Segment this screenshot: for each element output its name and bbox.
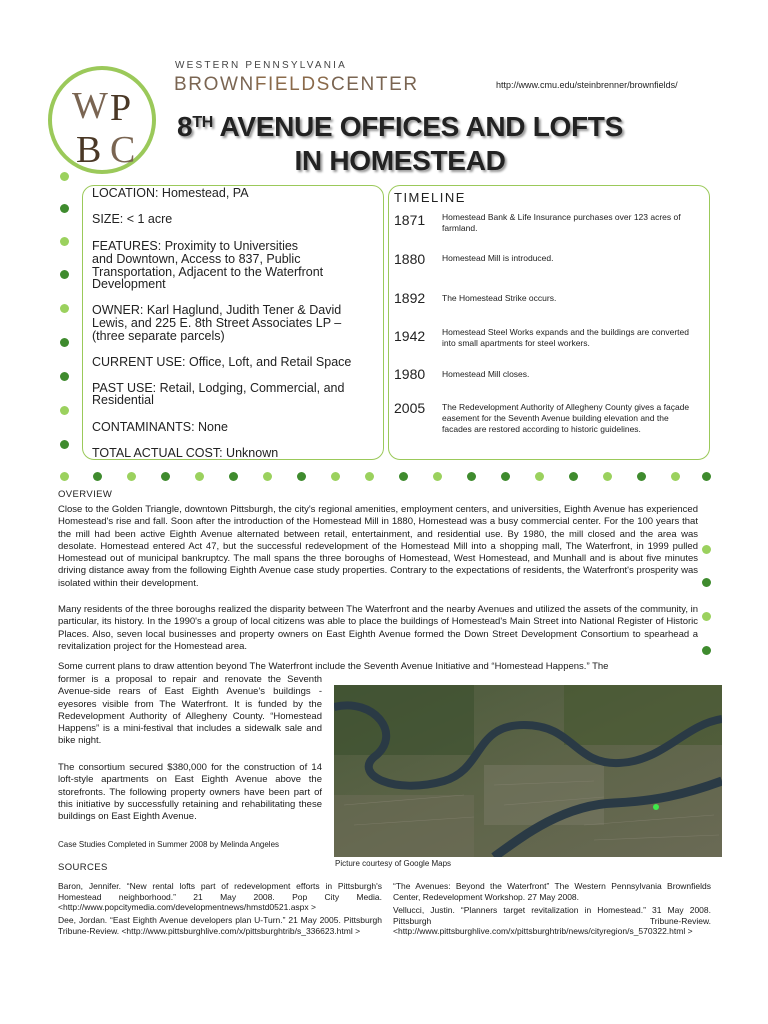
owner-line-2: Lewis, and 225 E. 8th Street Associates LP – bbox=[92, 316, 342, 330]
overview-paragraph-1: Close to the Golden Triangle, downtown Pittsburgh, the city's regional amenities, employment centers, and universities, Eighth Avenue has experienced Homestead's rise and fall. Soon after the introduction of the Homestead Mill in 1880, Homestead was a busy commercial center. For the 100 years that the mill had been active Eighth Avenue alternated between retail, entertainment, and residential use. By 1980, the mill closed and the area was desolate. Homestead entered Act 47, but the successful redevelopment of the Homestead Mill into a shopping mall, The Waterfront, in 1999 pulled Homestead out of municipal bankruptcy. The mall spans the three boroughs of Homestead, West Homestead, and Munhall and is about five minutes driving distance away from the following Eighth Avenue case study properties. Contrary to the expectations of residents, the Waterfront's prosperity was isolated within their development. bbox=[58, 504, 698, 589]
title-line-1 bbox=[160, 110, 640, 144]
timeline-year: 1880 bbox=[394, 251, 426, 267]
dot-row bbox=[702, 472, 711, 481]
org-name-fields: FIELDS bbox=[254, 74, 331, 95]
dot-left bbox=[60, 304, 69, 313]
title-line-1-text: AVENUE OFFICES AND LOFTS bbox=[213, 111, 623, 142]
timeline-text: Homestead Steel Works expands and the buildings are converted into small apartments for steel workers. bbox=[442, 327, 689, 348]
source-entry: Vellucci, Justin. “Planners target revitalization in Homestead.” 31 May 2008. Pittsburgh Tribune-Review. <http://www.pittsburghlive.com/x/pittsburghtrib/news/cityregion/s_570322.html > bbox=[393, 905, 711, 936]
features-line-4: Development bbox=[92, 277, 166, 291]
logo-letter-c: C bbox=[110, 129, 136, 170]
timeline-heading: TIMELINE bbox=[394, 190, 466, 205]
owner-line-3: (three separate parcels) bbox=[92, 329, 225, 343]
image-caption: Picture courtesy of Google Maps bbox=[335, 859, 452, 868]
dot-left bbox=[60, 372, 69, 381]
overview-paragraph-3: former is a proposal to repair and renovate the Seventh Avenue-side rears of East Eighth Avenue's buildings - eyesores visible from The Waterfront. It is funded by the Redevelopment Authority of Allegheny County. “Homestead Happens” is a mini-festival that includes a sidewalk sale and bike night. bbox=[58, 674, 322, 747]
source-entry: Dee, Jordan. “East Eighth Avenue developers plan U-Turn.” 21 May 2005. Pittsburgh Tribune-Review. <http://www.pittsburghlive.com/x/pittsburghtrib/s_336623.html > bbox=[58, 915, 382, 936]
dot-row bbox=[195, 472, 204, 481]
dot-row bbox=[501, 472, 510, 481]
dot-left bbox=[60, 204, 69, 213]
features-line-1: FEATURES: Proximity to Universities bbox=[92, 239, 299, 253]
timeline-text: Homestead Bank & Life Insurance purchases over 123 acres of farmland. bbox=[442, 212, 681, 233]
org-name-small: WESTERN PENNSYLVANIA bbox=[175, 60, 347, 71]
dot-left bbox=[60, 237, 69, 246]
sources-heading: SOURCES bbox=[58, 862, 108, 873]
dot-left bbox=[60, 338, 69, 347]
timeline-text: The Redevelopment Authority of Allegheny County gives a façade easement for the Seventh Avenue building elevation and the facades are restored according to historic guidelines. bbox=[442, 402, 690, 434]
org-name-big bbox=[174, 74, 419, 96]
contaminants-text: CONTAMINANTS: None bbox=[92, 420, 228, 434]
dot-row bbox=[331, 472, 340, 481]
dot-right bbox=[702, 578, 711, 587]
past-use-line-2: Residential bbox=[92, 393, 154, 407]
dot-right bbox=[702, 646, 711, 655]
timeline-text: The Homestead Strike occurs. bbox=[442, 293, 557, 303]
dot-row bbox=[671, 472, 680, 481]
satellite-map-graphic bbox=[334, 685, 722, 857]
total-cost-text: TOTAL ACTUAL COST: Unknown bbox=[92, 446, 279, 460]
dot-row bbox=[535, 472, 544, 481]
logo-letter-b: B bbox=[76, 129, 102, 170]
case-study-credit: Case Studies Completed in Summer 2008 by Melinda Angeles bbox=[58, 840, 280, 849]
dot-row bbox=[263, 472, 272, 481]
source-entry: Baron, Jennifer. “New rental lofts part of redevelopment efforts in Pittsburgh's Homestead neighborhood.” 21 May 2008. Pop City Media. <http://www.popcitymedia.com/developmentnews/hmstd0521.aspx > bbox=[58, 881, 382, 912]
location-text: LOCATION: Homestead, PA bbox=[92, 186, 249, 200]
dot-row bbox=[161, 472, 170, 481]
page-title bbox=[160, 110, 640, 178]
timeline-year: 1942 bbox=[394, 328, 426, 344]
owner-line-1: OWNER: Karl Haglund, Judith Tener & David bbox=[92, 303, 342, 317]
title-num: 8 bbox=[177, 111, 193, 142]
logo-letter-p: P bbox=[110, 87, 132, 129]
dot-left bbox=[60, 172, 69, 181]
website-url[interactable]: http://www.cmu.edu/steinbrenner/brownfields/ bbox=[496, 80, 678, 90]
dot-row bbox=[569, 472, 578, 481]
title-sup: TH bbox=[192, 114, 214, 131]
timeline-year: 2005 bbox=[394, 400, 426, 416]
timeline-year: 1980 bbox=[394, 366, 426, 382]
dot-row bbox=[365, 472, 374, 481]
dot-row bbox=[60, 472, 69, 481]
dot-row bbox=[127, 472, 136, 481]
overview-paragraph-3-intro: Some current plans to draw attention beyond The Waterfront include the Seventh Avenue Initiative and “Homestead Happens.” The bbox=[58, 661, 609, 672]
timeline-text: Homestead Mill is introduced. bbox=[442, 253, 554, 263]
size-text: SIZE: < 1 acre bbox=[92, 212, 173, 226]
org-name-brown: BROWN bbox=[174, 74, 255, 95]
dot-right bbox=[702, 545, 711, 554]
dot-row bbox=[297, 472, 306, 481]
past-use-line-1: PAST USE: Retail, Lodging, Commercial, and bbox=[92, 381, 345, 395]
satellite-map-image bbox=[334, 685, 722, 857]
wpbc-logo bbox=[70, 80, 150, 170]
timeline-text: Homestead Mill closes. bbox=[442, 369, 530, 379]
dot-row bbox=[603, 472, 612, 481]
dot-right bbox=[702, 612, 711, 621]
dot-row bbox=[433, 472, 442, 481]
logo-letter-w: W bbox=[72, 85, 108, 127]
dot-row bbox=[467, 472, 476, 481]
features-line-3: Transportation, Adjacent to the Waterfront bbox=[92, 265, 324, 279]
org-name-center: CENTER bbox=[330, 74, 419, 95]
overview-paragraph-2: Many residents of the three boroughs realized the disparity between The Waterfront and the nearby Avenues and utilized the assets of the community, in particular, its history. In the 1990's a group of local citizens was able to place the buildings of Homestead's Main Street into National Register of Historic Places. Also, seven local businesses and property owners on East Eighth Avenue formed the Down Street Development Consortium to spearhead a revitalization project for the Homestead area. bbox=[58, 604, 698, 652]
timeline-year: 1871 bbox=[394, 212, 426, 228]
dot-left bbox=[60, 406, 69, 415]
features-line-2: and Downtown, Access to 837, Public bbox=[92, 252, 301, 266]
dot-row bbox=[229, 472, 238, 481]
dot-row bbox=[637, 472, 646, 481]
dot-left bbox=[60, 270, 69, 279]
dot-row bbox=[399, 472, 408, 481]
dot-left bbox=[60, 440, 69, 449]
title-line-2: IN HOMESTEAD bbox=[294, 145, 506, 176]
source-entry: “The Avenues: Beyond the Waterfront” The Western Pennsylvania Brownfields Center, Redevelopment Workshop. 27 May 2008. bbox=[393, 881, 711, 902]
overview-heading: OVERVIEW bbox=[58, 489, 113, 500]
timeline-year: 1892 bbox=[394, 290, 426, 306]
overview-paragraph-4: The consortium secured $380,000 for the construction of 14 loft-style apartments on East Eighth Avenue above the storefronts. The following property owners have been part of this initiative by successfully retaining and rehabilitating these buildings on East Eighth Avenue. bbox=[58, 762, 322, 823]
dot-row bbox=[93, 472, 102, 481]
current-use-text: CURRENT USE: Office, Loft, and Retail Space bbox=[92, 355, 352, 369]
